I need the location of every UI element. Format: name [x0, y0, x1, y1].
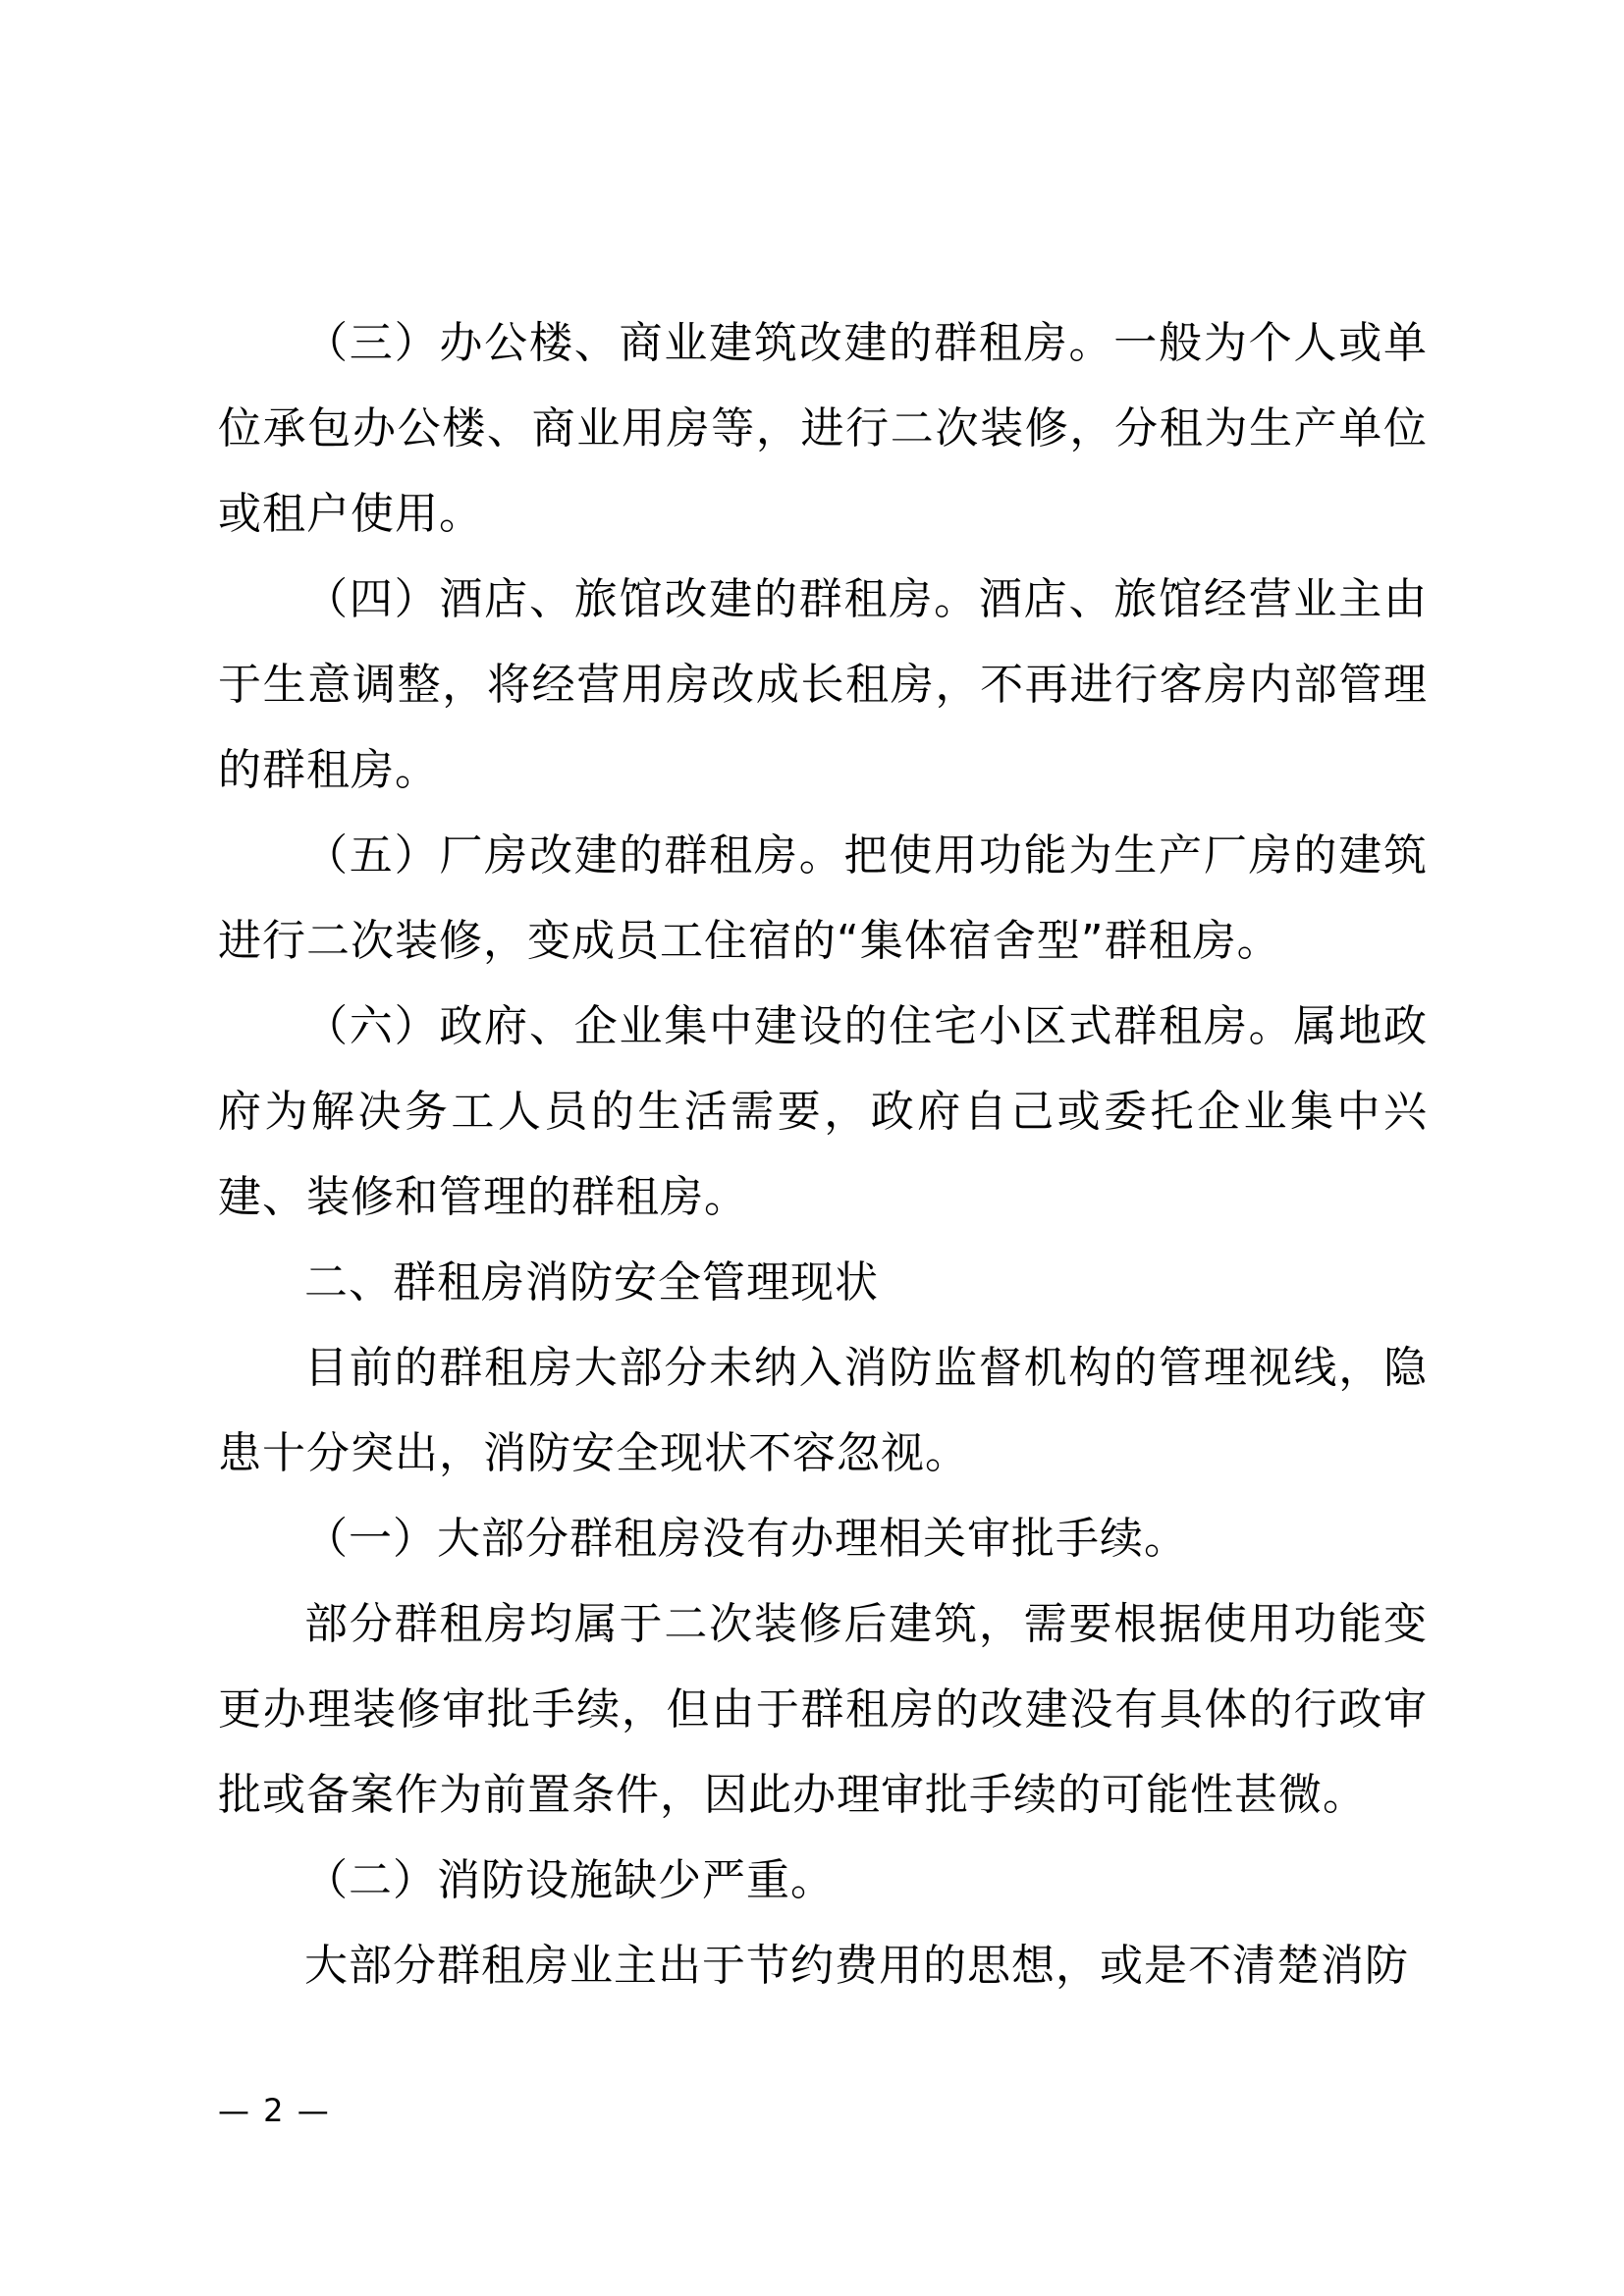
section-heading-2: 二、群租房消防安全管理现状 — [304, 1257, 879, 1308]
paragraph-facilities: 大部分群租房业主出于节约费用的思想，或是不清楚消防 — [304, 1941, 1409, 1991]
paragraph-status-intro: 目前的群租房大部分未纳入消防监督机构的管理视线，隐患十分突出，消防安全现状不容忽视。 — [218, 1343, 1428, 1478]
paragraph-category-5: （五）厂房改建的群租房。把使用功能为生产厂房的建筑进行二次装修，变成员工住宿的“集体宿舍型”群租房。 — [218, 830, 1428, 966]
subheading-facilities: （二）消防设施缺少严重。 — [304, 1855, 835, 1905]
document-body — [218, 300, 1428, 2008]
page-number: — 2 — — [218, 2092, 331, 2129]
subheading-approval: （一）大部分群租房没有办理相关审批手续。 — [304, 1514, 1188, 1564]
paragraph-category-6: （六）政府、企业集中建设的住宅小区式群租房。属地政府为解决务工人员的生活需要，政府自己或委托企业集中兴建、装修和管理的群租房。 — [218, 1001, 1428, 1222]
paragraph-approval: 部分群租房均属于二次装修后建筑，需要根据使用功能变更办理装修审批手续，但由于群租房的改建没有具体的行政审批或备案作为前置条件，因此办理审批手续的可能性甚微。 — [218, 1599, 1428, 1820]
paragraph-category-3: （三）办公楼、商业建筑改建的群租房。一般为个人或单位承包办公楼、商业用房等，进行二次装修，分租为生产单位或租户使用。 — [218, 318, 1428, 539]
paragraph-category-4: （四）酒店、旅馆改建的群租房。酒店、旅馆经营业主由于生意调整，将经营用房改成长租房，不再进行客房内部管理的群租房。 — [218, 574, 1428, 795]
